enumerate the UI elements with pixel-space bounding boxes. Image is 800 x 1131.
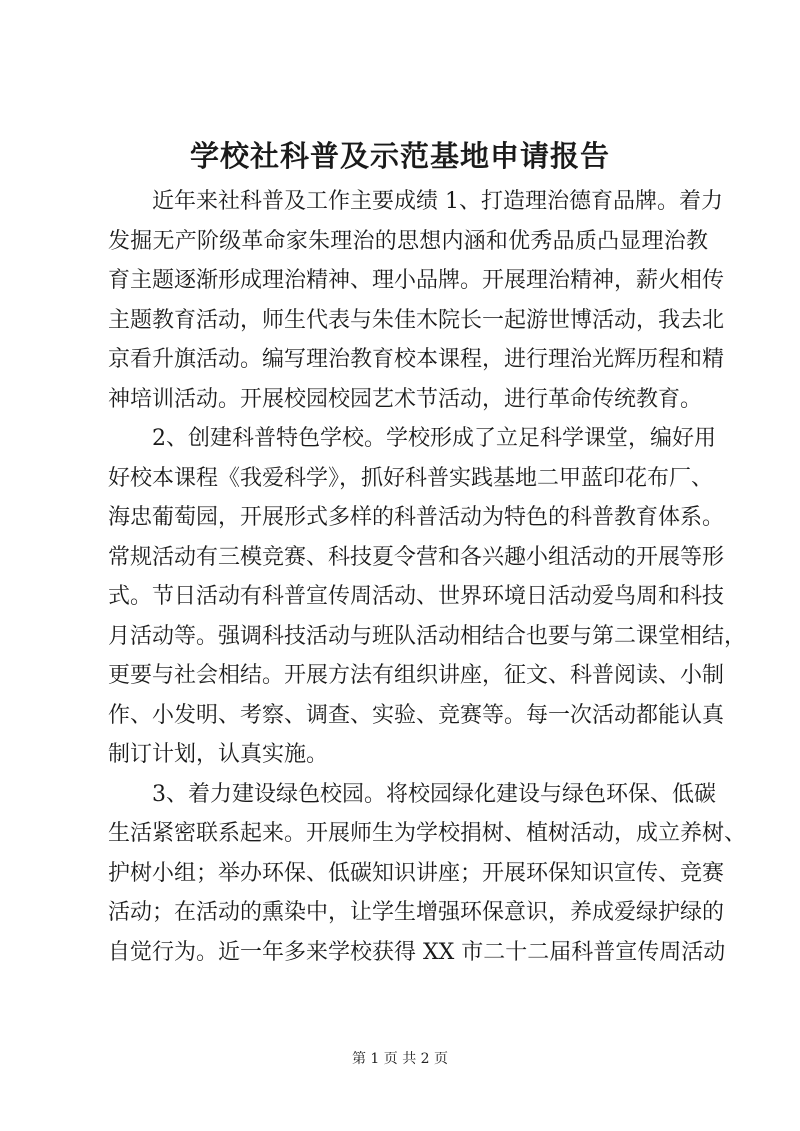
paragraph-2	[108, 419, 747, 775]
paragraph-3	[108, 775, 747, 973]
paragraph-1	[108, 182, 725, 419]
text-line: 主题教育活动，师生代表与朱佳木院长一起游世博活动，我去北	[108, 307, 725, 333]
text-line: 神培训活动。开展校园校园艺术节活动，进行革命传统教育。	[108, 386, 703, 412]
text-line: 式。节日活动有科普宣传周活动、世界环境日活动爱鸟周和科技	[108, 584, 725, 609]
document-body	[108, 182, 747, 972]
text-line: 生活紧密联系起来。开展师生为学校捐树、植树活动，成立养树、	[108, 821, 747, 846]
text-line: 活动；在活动的熏染中，让学生增强环保意识，养成爱绿护绿的	[108, 900, 725, 925]
text-line: 2、创建科普特色学校。学校形成了立足科学课堂，编好用	[152, 426, 716, 451]
text-line: 育主题逐渐形成理治精神、理小品牌。开展理治精神，薪火相传	[108, 268, 725, 293]
text-line: 海忠葡萄园，开展形式多样的科普活动为特色的科普教育体系。	[108, 505, 725, 530]
text-line: 作、小发明、考察、调查、实验、竞赛等。每一次活动都能认真	[108, 702, 725, 728]
text-line: 发掘无产阶级革命家朱理治的思想内涵和优秀品质凸显理治教	[108, 228, 708, 254]
text-line: 常规活动有三模竞赛、科技夏令营和各兴趣小组活动的开展等形	[108, 544, 725, 570]
text-line: 近年来社科普及工作主要成绩 1、打造理治德育品牌。着力	[152, 189, 723, 214]
document-title: 学校社科普及示范基地申请报告	[189, 139, 610, 173]
text-line: 自觉行为。近一年多来学校获得 XX 市二十二届科普宣传周活动	[108, 939, 726, 965]
page-footer: 第 1 页 共 2 页	[351, 1051, 449, 1067]
text-line: 好校本课程《我爱科学》，抓好科普实践基地二甲蓝印花布厂、	[108, 465, 714, 491]
text-line: 京看升旗活动。编写理治教育校本课程，进行理治光辉历程和精	[108, 347, 725, 372]
text-line: 月活动等。强调科技活动与班队活动相结合也要与第二课堂相结，	[108, 623, 747, 649]
text-line: 制订计划，认真实施。	[108, 742, 329, 767]
text-line: 3、着力建设绿色校园。将校园绿化建设与绿色环保、低碳	[152, 781, 716, 807]
text-line: 更要与社会相结。开展方法有组织讲座，征文、科普阅读、小制	[108, 663, 725, 688]
text-line: 护树小组；举办环保、低碳知识讲座；开展环保知识宣传、竞赛	[108, 860, 725, 886]
